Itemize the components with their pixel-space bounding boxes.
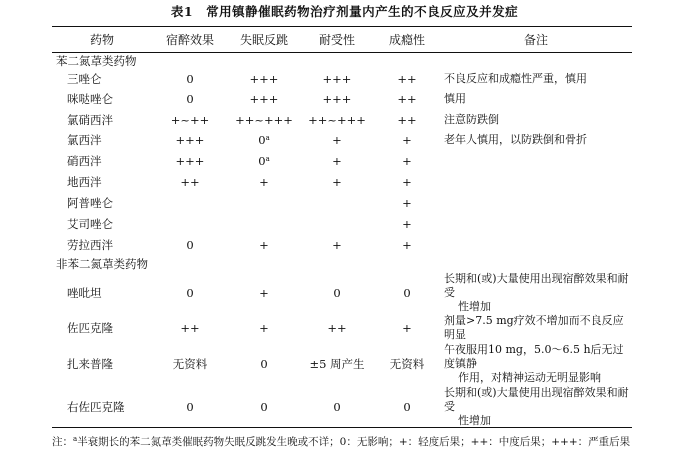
rebound-value-cell [228,314,300,342]
header-remarks: 备注 [523,33,548,47]
rebound-value-cell [228,272,300,314]
rebound-value: +++ [249,92,279,106]
remark-line: 不良反应和成瘾性严重，慎用 [444,72,587,85]
hangover-value-cell [152,109,228,130]
drug-name: 硝西泮 [67,153,102,168]
hangover-value: +++ [175,133,205,147]
remark-line: 性增加 [458,413,491,427]
remark-line: 长期和(或)大量使用出现宿醉效果和耐受 [444,272,629,299]
hangover-value-cell [152,150,228,171]
drug-name: 艾司唑仑 [67,216,113,231]
header-tolerance: 耐受性 [318,33,355,47]
drug-name: 劳拉西泮 [67,237,113,252]
remark-cell [440,89,632,109]
table-row [52,150,632,171]
tolerance-value: + [332,174,342,189]
addiction-value: + [402,216,412,231]
footnote-text: 半衰期长的苯二氮䓬类催眠药物失眠反跳发生晚或不详；0：无影响；+：轻度后果；++：中度后果；+++：严重后果 [77,436,631,448]
hangover-value-cell [152,130,228,150]
table-row [52,342,632,385]
rebound-value: 0 [258,133,266,147]
remark-cell [440,342,632,385]
remark-cell [440,234,632,255]
hangover-value-cell [152,385,228,428]
addiction-value: 0 [403,399,411,414]
hangover-value-cell [152,234,228,255]
addiction-value-cell [374,385,440,428]
rebound-value: + [259,174,269,189]
rebound-value-cell [228,69,300,89]
tolerance-value-cell [300,385,374,428]
hangover-value-cell [152,69,228,89]
remark-cell [440,171,632,192]
hangover-value-cell [152,171,228,192]
table-title: 表1 常用镇静催眠药物治疗剂量内产生的不良反应及并发症 [170,4,519,19]
remark-cell [440,213,632,234]
header-row [52,27,632,52]
remark-line: 慎用 [444,92,466,105]
group-row [52,255,632,272]
drug-name: 氯硝西泮 [67,112,113,127]
tolerance-value: +++ [322,72,352,86]
hangover-value: 0 [186,72,194,86]
table-row [52,69,632,89]
hangover-value: ++ [180,174,200,189]
addiction-value-cell [374,69,440,89]
addiction-value: + [402,237,412,252]
tolerance-value-cell [300,69,374,89]
tolerance-value: ±5 周产生 [309,356,365,371]
table-row [52,130,632,150]
hangover-value-cell [152,192,228,213]
tolerance-value-cell [300,314,374,342]
hangover-value-cell [152,342,228,385]
rebound-value: + [259,237,269,252]
tolerance-value: ++~+++ [308,112,366,127]
table-row [52,213,632,234]
hangover-value: 0 [186,399,194,414]
addiction-value-cell [374,342,440,385]
table-row [52,109,632,130]
remark-cell [440,192,632,213]
group-label: 苯二氮䓬类药物 [56,53,137,68]
remark-cell [440,69,632,89]
addiction-value: ++ [397,72,417,86]
table-body [52,52,632,428]
footnote-mark: a [73,435,78,443]
rebound-value-cell [228,213,300,234]
header-rebound-insomnia: 失眠反跳 [239,33,288,47]
hangover-value: 0 [186,237,194,252]
footnote-ref-mark: a [265,154,270,163]
table-row [52,171,632,192]
rebound-value-cell [228,192,300,213]
footnote-prefix: 注： [52,436,73,448]
rebound-value: 0 [258,153,266,168]
hangover-value-cell [152,89,228,109]
group-row [52,52,632,69]
remark-cell [440,272,632,314]
hangover-value: +~++ [170,112,210,127]
rebound-value: 0 [260,356,268,371]
addiction-value-cell [374,314,440,342]
table-row [52,272,632,314]
remark-line: 性增加 [458,300,491,313]
table-row [52,234,632,255]
remark-line: 剂量>7.5 mg疗效不增加而不良反应明显 [444,314,624,341]
tolerance-value: 0 [333,399,341,414]
tolerance-value-cell [300,342,374,385]
remark-cell [440,314,632,342]
hangover-value: 0 [186,286,194,300]
remark-line: 老年人慎用，以防跌倒和骨折 [444,133,587,146]
tolerance-value: + [332,153,342,168]
drug-name: 佐匹克隆 [67,321,113,335]
drug-name: 地西泮 [67,174,102,189]
rebound-value: + [259,321,269,335]
tolerance-value-cell [300,109,374,130]
tolerance-value: + [332,237,342,252]
table-row [52,192,632,213]
remark-cell [440,150,632,171]
addiction-value: + [402,153,412,168]
rebound-value-cell [228,234,300,255]
table-row [52,89,632,109]
hangover-value-cell [152,213,228,234]
rebound-value-cell [228,89,300,109]
footnote [52,434,652,449]
addiction-value-cell [374,192,440,213]
addiction-value-cell [374,234,440,255]
rebound-value-cell [228,150,300,171]
tolerance-value-cell [300,234,374,255]
remark-line: 作用，对精神运动无明显影响 [458,370,601,384]
tolerance-value: +++ [322,92,352,106]
rebound-value-cell [228,171,300,192]
drug-name: 氯西泮 [67,133,102,147]
rebound-value-cell [228,385,300,428]
addiction-value-cell [374,89,440,109]
drug-name: 唑吡坦 [67,286,102,300]
addiction-value: + [402,321,412,335]
addiction-value: + [402,195,412,210]
tolerance-value-cell [300,272,374,314]
remark-line: 长期和(或)大量使用出现宿醉效果和耐受 [444,385,629,413]
table-row [52,314,632,342]
addiction-value-cell [374,171,440,192]
tolerance-value-cell [300,130,374,150]
header-drug: 药物 [89,33,114,47]
tolerance-value-cell [300,213,374,234]
hangover-value-cell [152,272,228,314]
tolerance-value: ++ [327,321,347,335]
remark-cell [440,385,632,428]
hangover-value: 0 [186,92,194,106]
drug-name: 咪哒唑仑 [67,92,113,106]
table-row [52,385,632,428]
tolerance-value: 0 [333,286,341,300]
remark-cell [440,130,632,150]
drug-name: 三唑仑 [67,72,102,86]
hangover-value: +++ [175,153,205,168]
group-label: 非苯二氮䓬类药物 [56,256,148,271]
hangover-value: 无资料 [172,356,208,371]
header-addiction: 成瘾性 [388,33,425,47]
footnote-ref-mark: a [265,134,270,142]
rebound-value: ++~+++ [235,112,293,127]
tolerance-value-cell [300,89,374,109]
addiction-value: ++ [397,92,417,106]
drug-name: 阿普唑仑 [67,195,113,210]
rebound-value-cell [228,130,300,150]
remark-cell [440,109,632,130]
drug-name: 扎来普隆 [67,356,113,371]
hangover-value: ++ [180,321,200,335]
hangover-value-cell [152,314,228,342]
remark-line: 午夜服用10 mg，5.0～6.5 h后无过度镇静 [444,342,624,370]
rebound-value: +++ [249,72,279,86]
rebound-value: + [259,286,269,300]
tolerance-value-cell [300,192,374,213]
addiction-value-cell [374,272,440,314]
addiction-value: + [402,133,412,147]
tolerance-value: + [332,133,342,147]
addiction-value-cell [374,150,440,171]
addiction-value-cell [374,213,440,234]
header-hangover: 宿醉效果 [165,33,214,47]
addiction-value: 无资料 [389,356,425,371]
rebound-value-cell [228,109,300,130]
drug-name: 右佐匹克隆 [67,399,125,414]
addiction-value: ++ [397,112,417,127]
adverse-reaction-table [52,27,632,428]
addiction-value-cell [374,109,440,130]
remark-line: 注意防跌倒 [444,112,499,126]
addiction-value: 0 [403,286,411,300]
addiction-value: + [402,174,412,189]
tolerance-value-cell [300,171,374,192]
tolerance-value-cell [300,150,374,171]
rebound-value: 0 [260,399,268,414]
addiction-value-cell [374,130,440,150]
rebound-value-cell [228,342,300,385]
